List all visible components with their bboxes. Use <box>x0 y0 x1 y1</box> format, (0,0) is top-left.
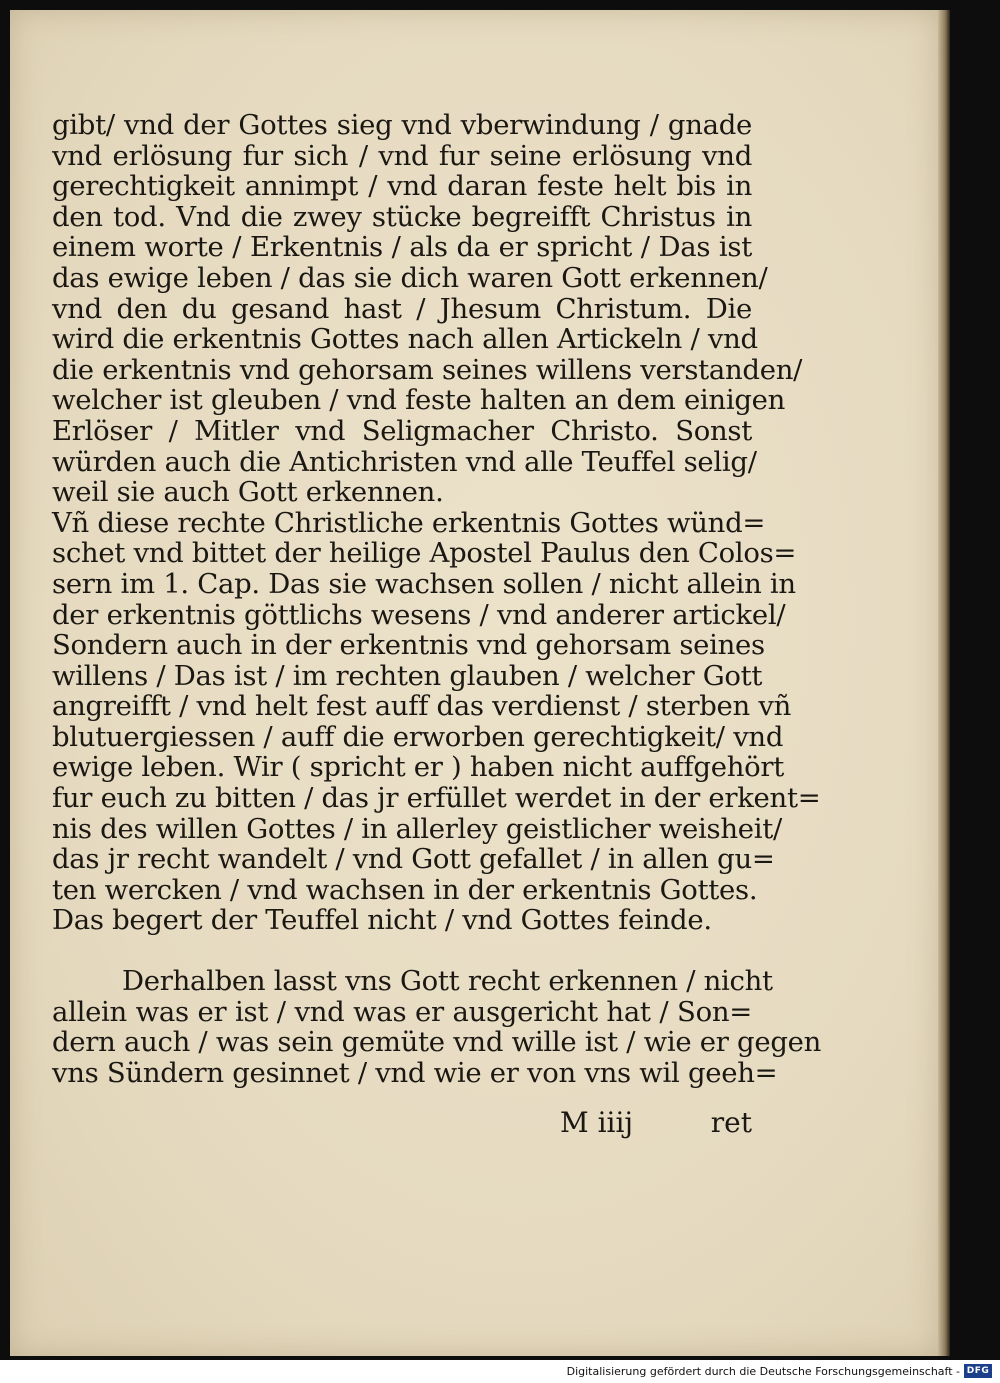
text-line: welcher ist gleuben / vnd feste halten an dem einigen <box>52 384 786 417</box>
text-line: willens / Das ist / im rechten glauben / welcher Gott <box>52 659 763 692</box>
text-line: vnd den du gesand hast / Jhesum Christum. Die <box>52 292 752 325</box>
text-line: gibt/ vnd der Gottes sieg vnd vberwindung / gnade <box>52 109 752 141</box>
text-line: vnd erlösung fur sich / vnd fur seine erlösung vnd <box>52 139 752 172</box>
text-line: Vñ diese rechte Christliche erkentnis Gottes wünd= <box>52 506 766 539</box>
text-line: das jr recht wandelt / vnd Gott gefallet / in allen gu= <box>52 843 775 876</box>
text-line: vns Sündern gesinnet / vnd wie er von vns wil geeh= <box>52 1056 778 1089</box>
page-edge-shadow <box>938 10 950 1356</box>
text-line: sern im 1. Cap. Das sie wachsen sollen / nicht allein in <box>52 567 796 600</box>
text-line: das ewige leben / das sie dich waren Gott erkennen/ <box>52 261 768 294</box>
text-line: würden auch die Antichristen vnd alle Teuffel selig/ <box>52 445 757 478</box>
text-line: ewige leben. Wir ( spricht er ) haben nicht auffgehört <box>52 751 784 784</box>
digitization-footer <box>0 1360 1000 1383</box>
text-line: Das begert der Teuffel nicht / vnd Gottes feinde. <box>52 904 712 937</box>
text-line: die erkentnis vnd gehorsam seines willens verstanden/ <box>52 353 803 386</box>
text-line: allein was er ist / vnd was er ausgericht hat / Son= <box>52 995 752 1028</box>
dfg-logo: DFG <box>964 1364 992 1378</box>
signature-mark: M iiij <box>560 1106 634 1139</box>
paragraph-3 <box>52 965 822 1089</box>
text-line: Sondern auch in der erkentnis vnd gehorsam seines <box>52 629 765 662</box>
paragraph-1 <box>52 109 803 509</box>
text-line: wird die erkentnis Gottes nach allen Artickeln / vnd <box>52 323 758 356</box>
text-line: schet vnd bittet der heilige Apostel Paulus den Colos= <box>52 537 797 570</box>
text-line: fur euch zu bitten / das jr erfüllet werdet in der erkent= <box>52 782 821 815</box>
paragraph-gap <box>52 936 752 966</box>
text-line: gerechtigkeit annimpt / vnd daran feste helt bis in <box>52 170 752 203</box>
text-line: ten wercken / vnd wachsen in der erkentnis Gottes. <box>52 873 758 906</box>
text-line: den tod. Vnd die zwey stücke begreifft Christus in <box>52 200 752 233</box>
text-line: der erkentnis göttlichs wesens / vnd anderer artickel/ <box>52 598 786 631</box>
page-text-block <box>52 109 822 1089</box>
text-line: angreifft / vnd helt fest auff das verdienst / sterben vñ <box>52 690 791 723</box>
text-line: Erlöser / Mitler vnd Seligmacher Christo. Sonst <box>52 414 752 447</box>
text-line: blutuergiessen / auff die erworben gerechtigkeit/ vnd <box>52 720 784 753</box>
text-line: Derhalben lasst vns Gott recht erkennen / nicht <box>122 965 773 998</box>
text-line: dern auch / was sein gemüte vnd wille ist / wie er gegen <box>52 1026 822 1059</box>
page-footer-line <box>560 1106 752 1139</box>
footer-credit-text: Digitalisierung gefördert durch die Deutsche Forschungsgemeinschaft - <box>566 1365 960 1378</box>
text-line: nis des willen Gottes / in allerley geistlicher weisheit/ <box>52 812 782 845</box>
text-line: weil sie auch Gott erkennen. <box>52 476 444 509</box>
text-line: einem worte / Erkentnis / als da er spricht / Das ist <box>52 231 752 264</box>
catchword: ret <box>710 1106 752 1139</box>
paragraph-2 <box>52 506 821 937</box>
